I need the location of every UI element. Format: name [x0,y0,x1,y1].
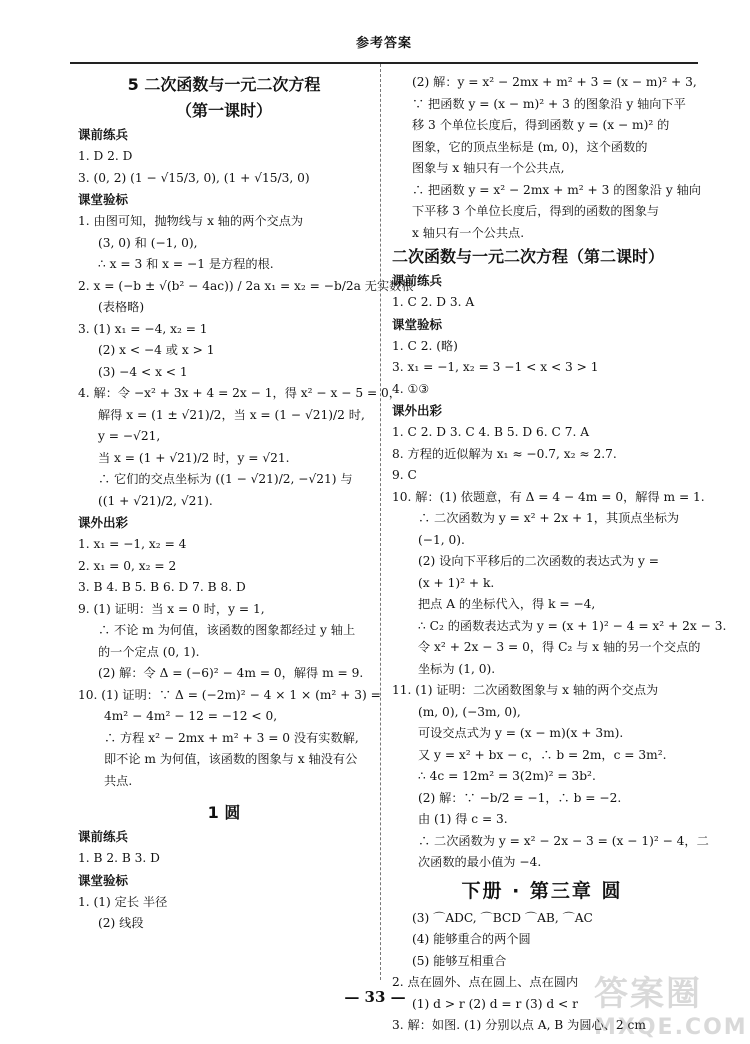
answer-line: ∴ 方程 x² − 2mx + m² + 3 = 0 没有实数解, [104,730,359,745]
answer-line: (x + 1)² + k. [418,575,495,590]
chapter-heading: 下册 · 第三章 圆 [461,879,623,902]
answer-line: (2) 线段 [98,916,144,930]
answer-line: 可设交点式为 y = (x − m)(x + 3m). [418,726,624,740]
answer-line: 次函数的最小值为 −4. [418,855,542,869]
answer-line: 2. 点在圆外、点在圆上、点在圆内 [392,975,579,989]
page-header [70,22,698,64]
answer-line: 4m² − 4m² − 12 = −12 < 0, [104,709,278,723]
subsection-label: 课外出彩 [392,403,443,418]
answer-line: 9. C [392,468,417,482]
answer-line: 1. C 2. (略) [392,338,458,353]
answer-line: ∴ x = 3 和 x = −1 是方程的根. [98,257,274,271]
subsection-label: 课堂验标 [78,872,129,888]
subsection-label: 课堂验标 [78,192,129,207]
answer-line: 共点. [104,773,133,788]
subsection-label: 课前练兵 [78,829,129,844]
answer-line: ((1 + √21)/2, √21). [98,493,213,508]
answer-line: (3, 0) 和 (−1, 0), [98,235,198,250]
subsection-label: 课堂验标 [392,316,443,332]
answer-line: ∴ 不论 m 为何值，该函数的图象都经过 y 轴上 [98,623,356,637]
answer-line: 1. (1) 定长 半径 [78,894,168,909]
answer-line: 2. x₁ = 0, x₂ = 2 [78,558,177,573]
answer-line: 1. x₁ = −1, x₂ = 4 [78,537,187,551]
answer-line: (3) −4 < x < 1 [98,364,188,379]
answer-line: 下平移 3 个单位长度后，得到的函数的图象与 [412,204,660,218]
answer-line: (2) 解：y = x² − 2mx + m² + 3 = (x − m)² + 3, [412,75,697,89]
answer-line: (2) 解：∵ −b/2 = −1，∴ b = −2. [418,790,622,805]
answer-line: 1. C 2. D 3. C 4. B 5. D 6. C 7. A [392,425,590,439]
answer-line: (1) d > r (2) d = r (3) d < r [412,996,578,1011]
answer-line: ∴ C₂ 的函数表达式为 y = (x + 1)² − 4 = x² + 2x − 3. [418,618,727,633]
answer-line: (2) x < −4 或 x > 1 [98,343,215,357]
answer-line: ∴ 把函数 y = x² − 2mx + m² + 3 的图象沿 y 轴向 [412,182,701,197]
answer-line: 的一个定点 (0, 1). [98,644,200,659]
answer-line: 11. (1) 证明：二次函数图象与 x 轴的两个交点为 [392,683,659,697]
answer-line: 3. (0, 2) (1 − √15/3, 0), (1 + √15/3, 0) [78,170,310,185]
answer-line: 8. 方程的近似解为 x₁ ≈ −0.7, x₂ ≈ 2.7. [392,446,617,461]
answer-line: 10. (1) 证明：∵ Δ = (−2m)² − 4 × 1 × (m² + 3) = [78,687,381,702]
answer-line: 图象与 x 轴只有一个公共点, [412,161,565,175]
answer-line: 4. ①③ [392,381,430,396]
answer-line: 3. 解：如图. (1) 分别以点 A, B 为圆心、2 cm [392,1018,646,1032]
subsection-label: 课外出彩 [78,515,129,530]
answer-line: (2) 解：令 Δ = (−6)² − 4m = 0，解得 m = 9. [98,666,364,680]
answer-line: ∴ 4c = 12m² = 3(2m)² = 3b². [418,769,596,783]
answer-line: (3) ⌒ADC, ⌒BCD ⌒AB, ⌒AC [412,910,593,925]
answer-line: 1. D 2. D [78,149,133,163]
answer-line: 令 x² + 2x − 3 = 0，得 C₂ 与 x 轴的另一个交点的 [418,640,701,654]
answer-line: 9. (1) 证明：当 x = 0 时，y = 1, [78,601,265,616]
answer-line: ∴ 它们的交点坐标为 ((1 − √21)/2, −√21) 与 [98,472,353,486]
answer-line: x 轴只有一个公共点. [412,225,525,240]
answer-line: 3. x₁ = −1, x₂ = 3 −1 < x < 3 > 1 [392,360,599,374]
watermark-logo [594,966,748,1040]
answer-line: 1. C 2. D 3. A [392,295,475,309]
answer-line: (4) 能够重合的两个圆 [412,932,531,946]
answer-line: 移 3 个单位长度后，得到函数 y = (x − m)² 的 [412,118,670,132]
answer-line: y = −√21, [98,429,161,443]
answer-line: 1. B 2. B 3. D [78,851,160,865]
right-column [392,72,727,1037]
subsection-label: 课前练兵 [78,127,129,142]
section-heading: 二次函数与一元二次方程（第二课时） [392,247,665,266]
section-subheading: （第一课时） [175,101,272,120]
page-number: — 33 — [344,988,406,1006]
answer-line: (2) 设向下平移后的二次函数的表达式为 y = [418,554,659,568]
subsection-label: 课前练兵 [392,273,443,288]
answer-line: (m, 0), (−3m, 0), [418,704,521,719]
answer-line: 10. 解：(1) 依题意，有 Δ = 4 − 4m = 0，解得 m = 1. [392,489,705,504]
answer-line: 又 y = x² + bx − c，∴ b = 2m，c = 3m². [418,747,667,762]
answer-line: 1. 由图可知，抛物线与 x 轴的两个交点为 [78,214,304,228]
answer-line: 解得 x = (1 ± √21)/2，当 x = (1 − √21)/2 时, [98,407,365,422]
watermark-line2: MXQE.COM [594,1015,748,1040]
answer-line: (5) 能够互相重合 [412,953,507,968]
answer-line: ∴ 二次函数为 y = x² + 2x + 1，其顶点坐标为 [418,511,680,525]
answer-line: 由 (1) 得 c = 3. [418,812,508,826]
section-heading: 5 二次函数与一元二次方程 [127,75,321,94]
watermark-line1: 答案圈 [594,974,702,1014]
answer-line: ∵ 把函数 y = (x − m)² + 3 的图象沿 y 轴向下平 [412,96,686,111]
answer-line: 图象，它的顶点坐标是 (m, 0)，这个函数的 [412,139,648,154]
answer-line: 3. B 4. B 5. B 6. D 7. B 8. D [78,580,246,594]
column-divider [380,64,381,980]
answer-line: 3. (1) x₁ = −4, x₂ = 1 [78,321,208,336]
answer-line: (表格略) [98,300,145,314]
answer-line: 2. x = (−b ± √(b² − 4ac)) / 2a x₁ = x₂ = −b/2a 无实数根 [78,278,414,293]
section-heading: 1 圆 [207,803,241,822]
answer-line: 坐标为 (1, 0). [418,661,496,676]
answer-line: (−1, 0). [418,532,465,547]
answer-line: ∴ 二次函数为 y = x² − 2x − 3 = (x − 1)² − 4，二 [418,833,709,848]
answer-line: 4. 解：令 −x² + 3x + 4 = 2x − 1，得 x² − x − 5 = 0， [78,386,401,400]
header-title: 参考答案 [355,36,412,51]
answer-line: 当 x = (1 + √21)/2 时，y = √21. [98,450,290,465]
answer-line: 即不论 m 为何值，该函数的图象与 x 轴没有公 [104,752,358,766]
answer-line: 把点 A 的坐标代入，得 k = −4, [418,597,596,611]
